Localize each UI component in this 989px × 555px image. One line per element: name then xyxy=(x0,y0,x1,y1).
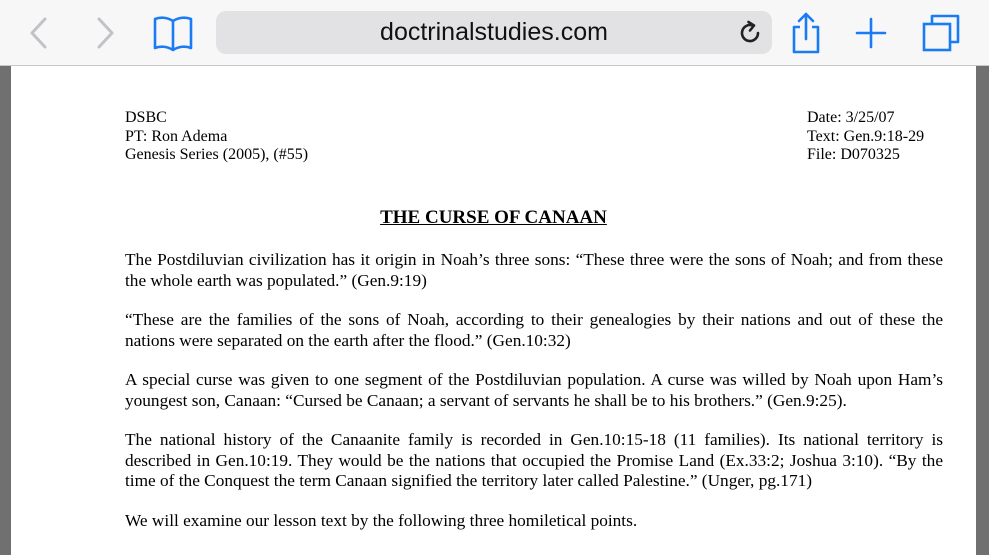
header-right-block xyxy=(807,109,924,165)
header-file: File: D070325 xyxy=(807,146,900,163)
address-bar[interactable] xyxy=(216,11,772,54)
page-margin-right xyxy=(976,66,989,555)
share-icon[interactable] xyxy=(786,8,826,58)
header-org: DSBC xyxy=(125,109,167,126)
tabs-overview-icon[interactable] xyxy=(919,8,963,58)
paragraph-2: “These are the families of the sons of Noah, according to their genealogies by their nations and out of these the nations were separated on the earth after the flood.” (Gen.10:32) xyxy=(125,310,943,350)
header-date: Date: 3/25/07 xyxy=(807,109,895,126)
document-title: THE CURSE OF CANAAN xyxy=(380,207,607,228)
header-series: Genesis Series (2005), (#55) xyxy=(125,146,309,163)
header-pastor: PT: Ron Adema xyxy=(125,127,228,145)
bookmarks-book-icon[interactable] xyxy=(150,8,196,58)
paragraph-3: A special curse was given to one segment of the Postdiluvian population. A curse was willed by Noah upon Ham’s youngest son, Canaan: “Cursed be Canaan; a servant of servants he shall be to his brothers.” (Gen.9:25). xyxy=(125,370,943,410)
browser-toolbar xyxy=(0,0,989,66)
reload-icon[interactable] xyxy=(736,19,764,47)
paragraph-4: The national history of the Canaanite family is recorded in Gen.10:15-18 (11 families). Its national territory is described in Gen.10:19. They would be the nations that occupied the Promise Land (Ex.33:2; Joshua 3:10). “By the time of the Conquest the term Canaan signified the territory later called Palestine.” (Unger, pg.171) xyxy=(125,430,943,490)
paragraph-1: The Postdiluvian civilization has it origin in Noah’s three sons: “These three were the sons of Noah; and from these the whole earth was populated.” (Gen.9:19) xyxy=(125,250,943,290)
new-tab-plus-icon[interactable] xyxy=(852,8,890,58)
page-margin-left xyxy=(0,66,11,555)
url-text[interactable]: doctrinalstudies.com xyxy=(380,18,608,46)
back-arrow-icon[interactable] xyxy=(24,8,54,58)
forward-arrow-icon[interactable] xyxy=(90,8,120,58)
header-left-block xyxy=(125,109,308,165)
paragraph-5: We will examine our lesson text by the following three homiletical points. xyxy=(125,511,638,530)
document-page[interactable] xyxy=(11,66,976,555)
header-text: Text: Gen.9:18-29 xyxy=(807,127,925,145)
